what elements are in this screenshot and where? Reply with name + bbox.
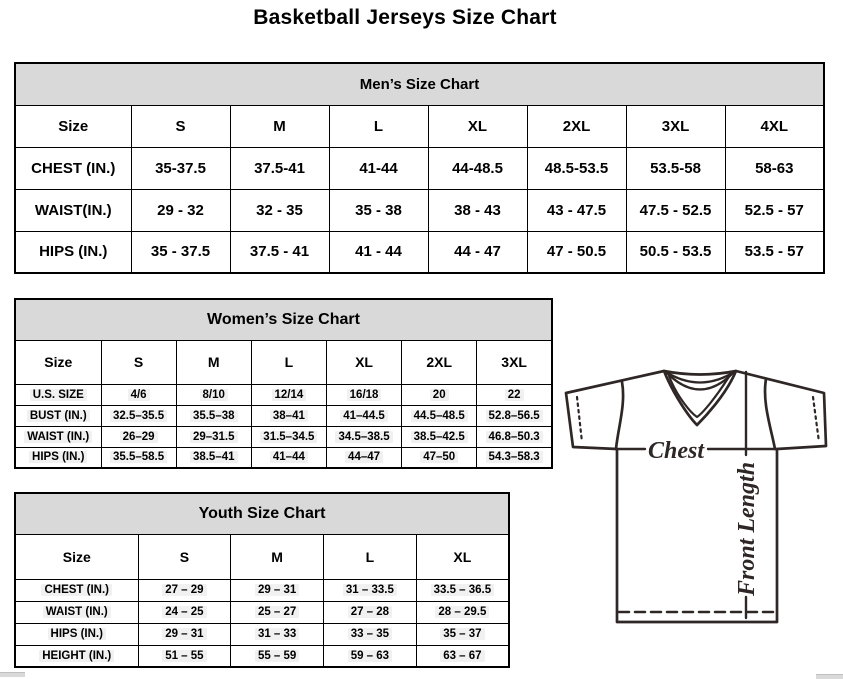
measurement-cell: 44 - 47 [428, 231, 527, 273]
youth-size-col-M: M [231, 534, 324, 579]
measurement-cell: 44-48.5 [428, 147, 527, 189]
jersey-measurement-diagram [556, 360, 843, 660]
row-label: BUST (IN.) [15, 405, 101, 426]
jersey-diagram-icon [556, 360, 843, 660]
measurement-cell: 31 – 33 [231, 623, 324, 645]
row-label: HIPS (IN.) [15, 623, 138, 645]
mens-size-col-2XL: 2XL [527, 105, 626, 147]
measurement-cell: 33.5 – 36.5 [416, 579, 509, 601]
row-label: HIPS (IN.) [15, 447, 101, 468]
measurement-cell: 58-63 [725, 147, 824, 189]
measurement-cell: 24 – 25 [138, 601, 231, 623]
youth-table-title: Youth Size Chart [15, 493, 509, 534]
measurement-cell: 46.8–50.3 [477, 426, 552, 447]
measurement-cell: 29 – 31 [138, 623, 231, 645]
measurement-cell: 8/10 [176, 384, 251, 405]
measurement-cell: 29–31.5 [176, 426, 251, 447]
mens-size-col-S: S [131, 105, 230, 147]
measurement-cell: 32.5–35.5 [101, 405, 176, 426]
measurement-cell: 33 – 35 [324, 623, 417, 645]
mens-size-col-4XL: 4XL [725, 105, 824, 147]
measurement-cell: 41–44 [251, 447, 326, 468]
row-label: CHEST (IN.) [15, 579, 138, 601]
mens-size-col-M: M [230, 105, 329, 147]
mens-size-col-L: L [329, 105, 428, 147]
measurement-cell: 34.5–38.5 [326, 426, 401, 447]
youth-size-col-L: L [324, 534, 417, 579]
mens-measurement-row [15, 189, 824, 231]
row-label: WAIST (IN.) [15, 601, 138, 623]
mens-measurement-row [15, 147, 824, 189]
measurement-cell: 35.5–38 [176, 405, 251, 426]
womens-size-col-M: M [176, 340, 251, 384]
womens-table [14, 298, 553, 469]
measurement-cell: 25 – 27 [231, 601, 324, 623]
measurement-cell: 12/14 [251, 384, 326, 405]
measurement-cell: 50.5 - 53.5 [626, 231, 725, 273]
mens-size-header-label: Size [15, 105, 131, 147]
measurement-cell: 35 – 37 [416, 623, 509, 645]
measurement-cell: 59 – 63 [324, 645, 417, 667]
measurement-cell: 38 - 43 [428, 189, 527, 231]
measurement-cell: 41–44.5 [326, 405, 401, 426]
measurement-cell: 29 – 31 [231, 579, 324, 601]
left-cuff-stitch-line [577, 397, 582, 442]
measurement-cell: 27 – 28 [324, 601, 417, 623]
youth-measurement-row [15, 645, 509, 667]
womens-measurement-row [15, 405, 552, 426]
womens-size-col-3XL: 3XL [477, 340, 552, 384]
row-label: WAIST(IN.) [15, 189, 131, 231]
mens-table [14, 62, 825, 274]
measurement-cell: 27 – 29 [138, 579, 231, 601]
horizontal-scrollbar-corner[interactable] [816, 674, 843, 679]
measurement-cell: 20 [402, 384, 477, 405]
measurement-cell: 26–29 [101, 426, 176, 447]
measurement-cell: 31.5–34.5 [251, 426, 326, 447]
right-sleeve-seam [765, 379, 775, 449]
right-cuff-stitch-line [813, 397, 819, 442]
mens-size-col-3XL: 3XL [626, 105, 725, 147]
measurement-cell: 35 - 38 [329, 189, 428, 231]
mens-size-col-XL: XL [428, 105, 527, 147]
measurement-cell: 55 – 59 [231, 645, 324, 667]
measurement-cell: 31 – 33.5 [324, 579, 417, 601]
womens-size-col-L: L [251, 340, 326, 384]
youth-measurement-row [15, 579, 509, 601]
measurement-cell: 29 - 32 [131, 189, 230, 231]
measurement-cell: 41-44 [329, 147, 428, 189]
womens-table-title: Women’s Size Chart [15, 299, 552, 340]
measurement-cell: 47 - 50.5 [527, 231, 626, 273]
mens-measurement-row [15, 231, 824, 273]
row-label: CHEST (IN.) [15, 147, 131, 189]
measurement-cell: 35-37.5 [131, 147, 230, 189]
measurement-cell: 47.5 - 52.5 [626, 189, 725, 231]
measurement-cell: 48.5-53.5 [527, 147, 626, 189]
measurement-cell: 22 [477, 384, 552, 405]
measurement-cell: 28 – 29.5 [416, 601, 509, 623]
measurement-cell: 38.5–41 [176, 447, 251, 468]
womens-measurement-row [15, 447, 552, 468]
measurement-cell: 38.5–42.5 [402, 426, 477, 447]
measurement-cell: 35 - 37.5 [131, 231, 230, 273]
measurement-cell: 43 - 47.5 [527, 189, 626, 231]
row-label: WAIST (IN.) [15, 426, 101, 447]
womens-size-col-XL: XL [326, 340, 401, 384]
measurement-cell: 4/6 [101, 384, 176, 405]
left-sleeve-seam [616, 382, 623, 449]
womens-measurement-row [15, 384, 552, 405]
measurement-cell: 53.5-58 [626, 147, 725, 189]
youth-size-header-label: Size [15, 534, 138, 579]
measurement-cell: 52.8–56.5 [477, 405, 552, 426]
measurement-cell: 44–47 [326, 447, 401, 468]
jersey-outline [566, 371, 826, 622]
measurement-cell: 16/18 [326, 384, 401, 405]
youth-measurement-row [15, 623, 509, 645]
chest-label: Chest [648, 438, 705, 464]
measurement-cell: 41 - 44 [329, 231, 428, 273]
youth-size-col-S: S [138, 534, 231, 579]
horizontal-scrollbar-thumb[interactable] [0, 672, 25, 677]
row-label: HIPS (IN.) [15, 231, 131, 273]
youth-size-col-XL: XL [416, 534, 509, 579]
youth-table [14, 492, 510, 668]
measurement-cell: 51 – 55 [138, 645, 231, 667]
measurement-cell: 37.5-41 [230, 147, 329, 189]
measurement-cell: 54.3–58.3 [477, 447, 552, 468]
row-label: HEIGHT (IN.) [15, 645, 138, 667]
measurement-cell: 38–41 [251, 405, 326, 426]
mens-table-title: Men’s Size Chart [15, 63, 824, 105]
measurement-cell: 63 – 67 [416, 645, 509, 667]
womens-size-col-2XL: 2XL [402, 340, 477, 384]
measurement-cell: 52.5 - 57 [725, 189, 824, 231]
measurement-cell: 53.5 - 57 [725, 231, 824, 273]
youth-measurement-row [15, 601, 509, 623]
page-title: Basketball Jerseys Size Chart [253, 6, 557, 29]
measurement-cell: 47–50 [402, 447, 477, 468]
womens-size-header-label: Size [15, 340, 101, 384]
row-label: U.S. SIZE [15, 384, 101, 405]
measurement-cell: 35.5–58.5 [101, 447, 176, 468]
womens-size-col-S: S [101, 340, 176, 384]
womens-measurement-row [15, 426, 552, 447]
measurement-cell: 44.5–48.5 [402, 405, 477, 426]
front-length-label: Front Length [734, 461, 760, 596]
measurement-cell: 37.5 - 41 [230, 231, 329, 273]
measurement-cell: 32 - 35 [230, 189, 329, 231]
